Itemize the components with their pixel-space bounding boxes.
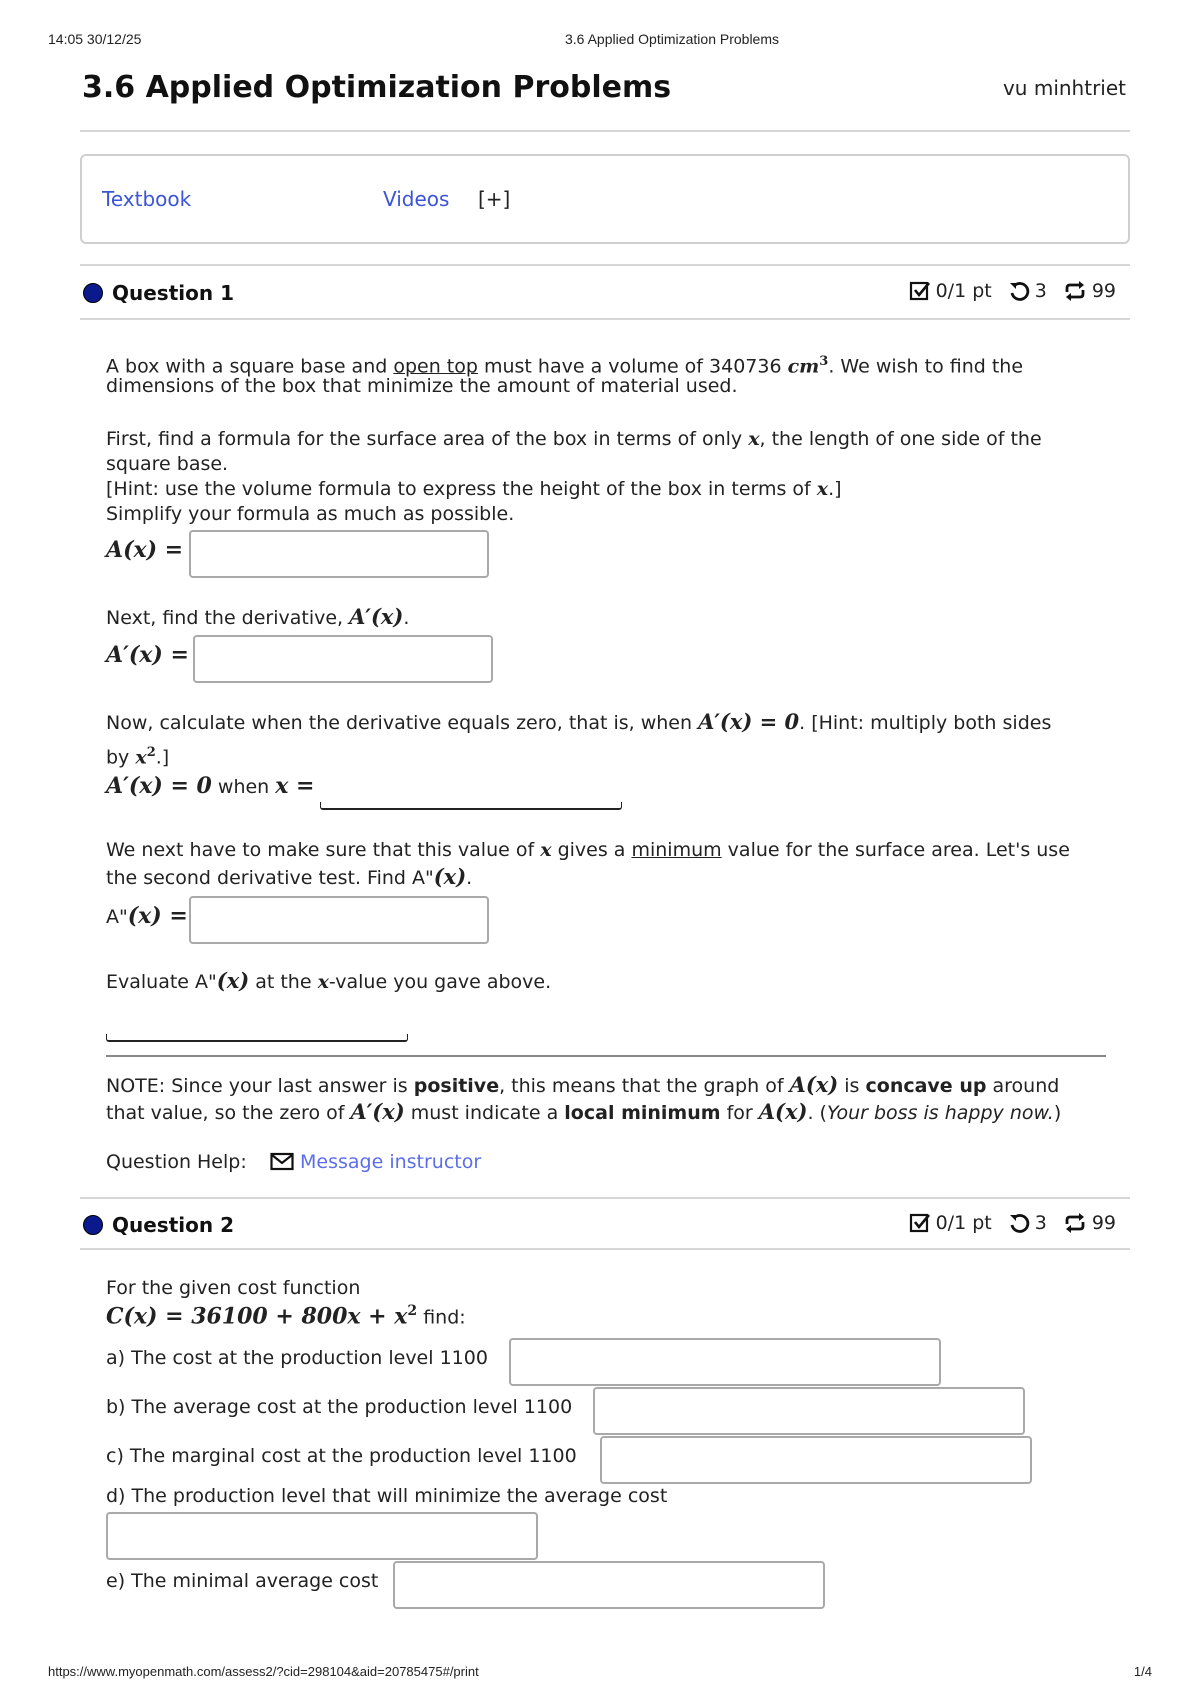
q2-answer-d-input[interactable]	[106, 1512, 538, 1560]
q1-now-line2: by $x^2$.]	[106, 745, 170, 769]
q2-item-c-label: c) The marginal cost at the production level 1100	[106, 1445, 577, 1467]
page-title: 3.6 Applied Optimization Problems	[82, 70, 672, 105]
q1-help-label: Question Help:	[106, 1151, 247, 1173]
answer-Aprime-input[interactable]	[193, 635, 493, 683]
q2-item-a-label: a) The cost at the production level 1100	[106, 1347, 488, 1369]
q1-heading: Question 1	[112, 281, 234, 305]
q2-item-b-label: b) The average cost at the production level 1100	[106, 1396, 573, 1418]
q1-meta	[909, 280, 1116, 302]
q2-intro: For the given cost function	[106, 1277, 361, 1299]
label-Adoubleprime: A"(x) =	[106, 903, 188, 929]
q1-next: Next, find the derivative, A′(x).	[106, 604, 410, 629]
q2-cost-function: $C(x) = 36100 + 800x + x^2$ find:	[106, 1303, 466, 1330]
envelope-icon	[270, 1152, 294, 1176]
label-A: A(x) =	[106, 537, 184, 563]
title-divider	[80, 130, 1130, 132]
q1-header-rule	[80, 318, 1130, 320]
q1-second: We next have to make sure that this value of x gives a minimum value for the surface area. Let's use	[106, 839, 1070, 861]
q2-attempts: 99	[1091, 1212, 1116, 1234]
checkbox-icon	[909, 280, 931, 302]
q2-answer-c-input[interactable]	[600, 1436, 1032, 1484]
print-page-number: 1/4	[1133, 1664, 1152, 1679]
retry-icon	[1008, 280, 1030, 302]
q2-answer-a-input[interactable]	[509, 1338, 941, 1386]
q1-eval: Evaluate A"(x) at the x-value you gave above.	[106, 968, 552, 993]
attempts-icon	[1063, 280, 1087, 302]
q2-score: 0/1 pt	[935, 1212, 992, 1234]
attempts-icon	[1063, 1212, 1087, 1234]
q1-first: First, find a formula for the surface area of the box in terms of only x, the length of one side of the	[106, 428, 1042, 450]
checkbox-icon	[909, 1212, 931, 1234]
q1-intro-line2: dimensions of the box that minimize the amount of material used.	[106, 375, 738, 397]
q1-zero-label: A′(x) = 0 when x =	[106, 773, 315, 799]
q1-note-line2: that value, so the zero of A′(x) must indicate a local minimum for A(x). (Your boss is happy now.)	[106, 1099, 1062, 1124]
q2-answer-e-input[interactable]	[393, 1561, 825, 1609]
retry-icon	[1008, 1212, 1030, 1234]
q1-score: 0/1 pt	[935, 280, 992, 302]
print-datetime: 14:05 30/12/25	[48, 31, 142, 47]
answer-A-input[interactable]	[189, 530, 489, 578]
q2-meta	[909, 1212, 1116, 1234]
q2-top-rule	[80, 1197, 1130, 1199]
note-separator	[106, 1055, 1106, 1057]
question-status-icon	[83, 1215, 103, 1235]
minimum-emphasis: minimum	[631, 839, 722, 861]
q1-now: Now, calculate when the derivative equals zero, that is, when A′(x) = 0. [Hint: multiply both sides	[106, 709, 1052, 734]
message-instructor-link[interactable]: Message instructor	[300, 1151, 482, 1173]
q2-header-rule	[80, 1248, 1130, 1250]
print-doc-title: 3.6 Applied Optimization Problems	[565, 31, 779, 47]
q1-simplify: Simplify your formula as much as possible.	[106, 503, 515, 525]
q1-retries: 3	[1034, 280, 1047, 302]
q2-heading: Question 2	[112, 1213, 234, 1237]
q1-note: NOTE: Since your last answer is positive, this means that the graph of A(x) is concave up around	[106, 1072, 1060, 1097]
user-name: vu minhtriet	[1002, 76, 1126, 100]
open-top-emphasis: open top	[393, 355, 478, 378]
q2-answer-b-input[interactable]	[593, 1387, 1025, 1435]
print-url: https://www.myopenmath.com/assess2/?cid=298104&aid=20785475#/print	[48, 1664, 479, 1679]
answer-x-blank[interactable]	[320, 802, 622, 810]
answer-Adoubleprime-input[interactable]	[189, 896, 489, 944]
textbook-link[interactable]: Textbook	[102, 187, 192, 211]
answer-eval-blank[interactable]	[106, 1034, 408, 1042]
q1-attempts: 99	[1091, 280, 1116, 302]
videos-link[interactable]: Videos	[383, 187, 450, 211]
q2-item-d-label: d) The production level that will minimize the average cost	[106, 1485, 668, 1507]
resources-box	[80, 154, 1130, 244]
q2-retries: 3	[1034, 1212, 1047, 1234]
expand-toggle[interactable]: [+]	[478, 187, 511, 211]
q1-second-line2: the second derivative test. Find A"(x).	[106, 864, 473, 889]
question-status-icon	[83, 283, 103, 303]
q1-top-rule	[80, 264, 1130, 266]
q1-intro: A box with a square base and open top must have a volume of 340736 $cm^3$. We wish to find the	[106, 354, 1024, 378]
q2-item-e-label: e) The minimal average cost	[106, 1570, 379, 1592]
q1-first-line2: square base.	[106, 453, 229, 475]
label-Aprime: A′(x) =	[106, 642, 189, 668]
q1-hint1: [Hint: use the volume formula to express the height of the box in terms of x.]	[106, 478, 842, 500]
